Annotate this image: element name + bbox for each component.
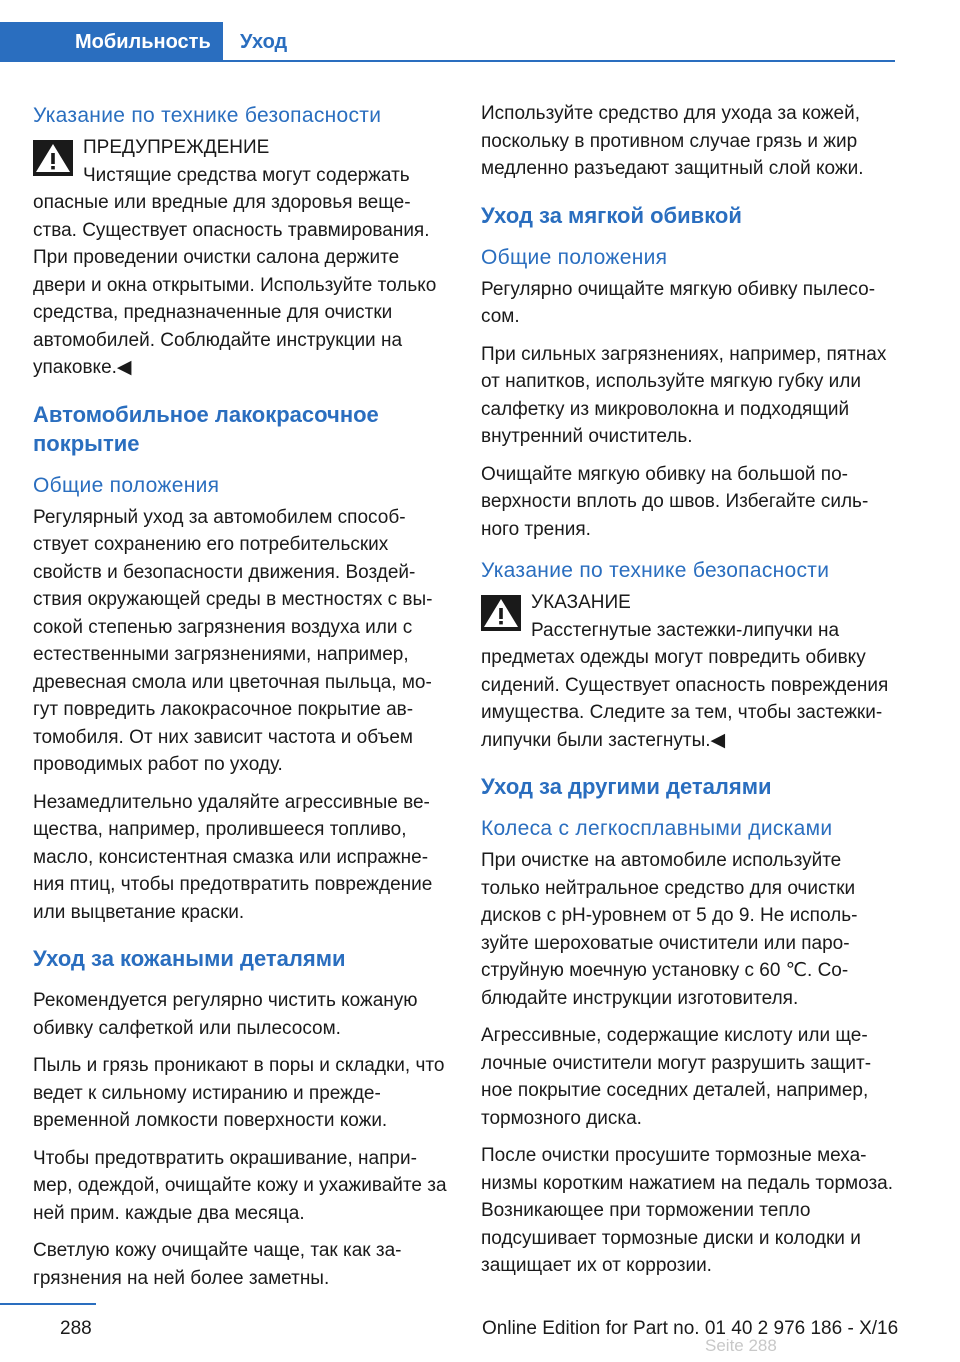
header-divider bbox=[0, 60, 895, 62]
leather-paragraph-3: Чтобы предотвратить окрашивание, например, одеждой, очищайте кожу и ухаживайте за ней прим. каждые два месяца. bbox=[33, 1147, 447, 1224]
left-column bbox=[33, 100, 448, 1302]
wheels-heading: Колеса с легкосплавными дисками bbox=[481, 817, 833, 840]
general-heading-paint: Общие положения bbox=[33, 473, 220, 497]
leather-paragraph-2: Пыль и грязь проникают в поры и складки, что ведет к сильному истиранию и преждевременной ломкости поверхности кожи. bbox=[33, 1055, 445, 1131]
caution-text: Расстегнутые застежки-липучки на предметах одежды могут повредить обивку сидений. Существует опасность повреждения имущества. Следите за тем, чтобы застежки-липучки были застегнуты.◀ bbox=[481, 619, 889, 751]
page-number: 288 bbox=[60, 1318, 92, 1339]
paint-paragraph-1: Регулярный уход за автомобилем способствует сохранению его потребительских свойств и безопасности движения. Воздействия окружающей среды в местностях с высокой степенью загрязнения воздуха или с естественными загрязнениями, например, древесная смола или цветочная пыльца, могут повредить лакокрасочное покрытие автомобиля. От них зависит частота и объем проводимых работ по уходу. bbox=[33, 506, 433, 775]
leather-heading: Уход за кожаными деталями bbox=[33, 946, 346, 971]
fabric-heading: Уход за мягкой обивкой bbox=[481, 202, 742, 228]
safety-heading-right: Указание по технике безопасности bbox=[481, 559, 830, 582]
fabric-paragraph-3: Очищайте мягкую обивку на большой поверхности вплоть до швов. Избегайте сильного трения. bbox=[481, 463, 869, 540]
leather-paragraph-5: Используйте средство для ухода за кожей, поскольку в противном случае грязь и жир медленно разъедают защитный слой кожи. bbox=[481, 103, 864, 179]
caution-triangle-icon bbox=[481, 595, 521, 631]
wheels-paragraph-3: После очистки просушите тормозные механизмы коротким нажатием на педаль тормоза. Возникающее при торможении тепло подсушивает тормозные диски и колодки и защищает их от коррозии. bbox=[481, 1145, 894, 1276]
leather-paragraph-1: Рекомендуется регулярно чистить кожаную обивку салфеткой или пылесосом. bbox=[33, 990, 418, 1039]
leather-paragraph-4: Светлую кожу очищайте чаще, так как загрязнения на ней более заметны. bbox=[33, 1240, 402, 1289]
fabric-paragraph-2: При сильных загрязнениях, например, пятнах от напитков, используйте мягкую губку или салфетку из микроволокна и подходящий внутренний очиститель. bbox=[481, 343, 887, 447]
footer-divider bbox=[0, 1303, 96, 1305]
wheels-paragraph-2: Агрессивные, содержащие кислоту или щелочные очистители могут разрушить защитное покрытие соседних деталей, например, тормозного диска. bbox=[481, 1025, 872, 1129]
tab-mobility: Мобильность bbox=[0, 22, 223, 62]
caution-block bbox=[481, 589, 896, 754]
safety-heading-left: Указание по технике безопасности bbox=[33, 104, 382, 127]
fabric-paragraph-1: Регулярно очищайте мягкую обивку пылесосом. bbox=[481, 278, 876, 327]
watermark: Seite 288 bbox=[705, 1336, 777, 1355]
paint-paragraph-2: Незамедлительно удаляйте агрессивные вещества, например, пролившееся топливо, масло, консистентная смазка или испражнения птиц, чтобы предотвратить повреждение или выцветание краски. bbox=[33, 791, 433, 923]
edition-text: Online Edition for Part no. 01 40 2 976 186 - X/16 bbox=[482, 1318, 899, 1339]
other-parts-heading: Уход за другими деталями bbox=[481, 774, 772, 799]
warning-label: ПРЕДУПРЕЖДЕНИЕ bbox=[83, 137, 270, 158]
page-header bbox=[0, 0, 960, 62]
warning-triangle-icon bbox=[33, 140, 73, 176]
warning-block bbox=[33, 134, 448, 382]
right-column bbox=[481, 100, 896, 1290]
warning-text: Чистящие средства могут содержать опасные или вредные для здоровья вещества. Существует опасность травмирования. При проведении очистки салона держите двери и окна открытыми. Используйте только средства, предназначенные для очистки автомобилей. Соблюдайте инструкции на упаковке.◀ bbox=[33, 164, 437, 378]
paint-heading: Автомобильное лакокрасочное покрытие bbox=[33, 401, 379, 456]
general-heading-fabric: Общие положения bbox=[481, 245, 668, 269]
wheels-paragraph-1: При очистке на автомобиле используйте только нейтральное средство для очистки дисков с pH-уровнем от 5 до 9. Не используйте шероховатые очистители или пароструйную моечную установку с 60 ℃. Соблюдайте инструкции изготовителя. bbox=[481, 850, 858, 1009]
caution-label: УКАЗАНИЕ bbox=[531, 592, 631, 613]
tab-care: Уход bbox=[240, 31, 288, 53]
